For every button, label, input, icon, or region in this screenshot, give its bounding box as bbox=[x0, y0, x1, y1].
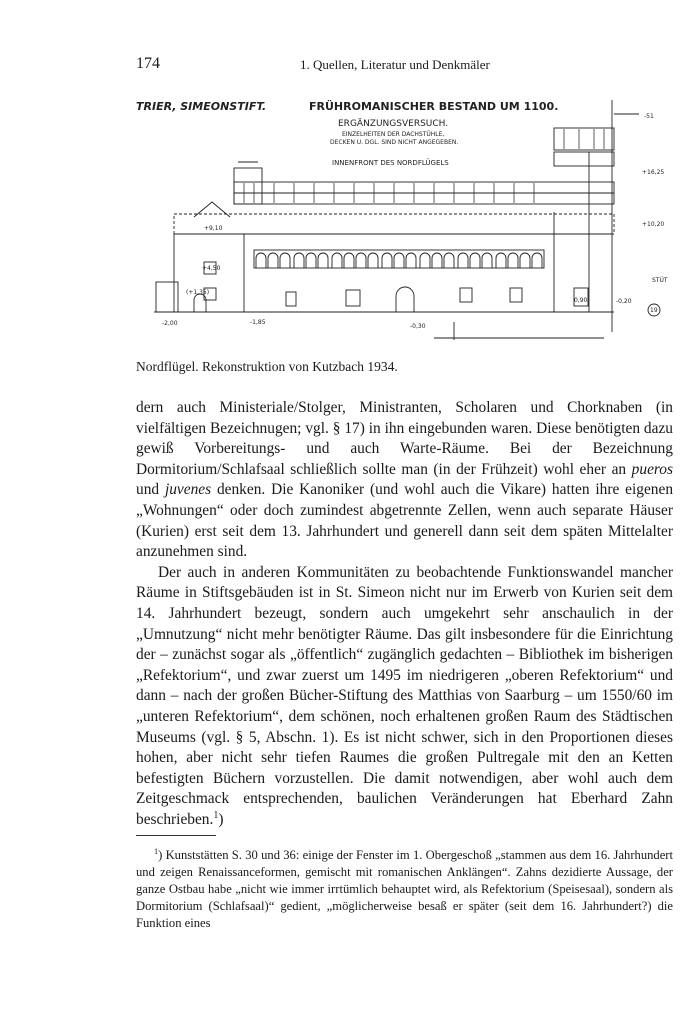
paragraph: Der auch in anderen Kommunitäten zu beobachtende Funktionswandel mancher Räume in Stiftsgebäuden ist in St. Simeon nicht nur im Erwerb von Kurien seit dem 14. Jahrhundert bezeugt, sondern auch umgekehrt sehr anschaulich in der „Umnutzung“ nicht mehr benötigter Räume. Das gilt insbesondere für die Einrichtung der – zunächst sogar als „öffentlich“ zugänglich gedachten – Bibliothek im bisherigen „Refektorium“, und zwar zuerst um 1495 im niedrigeren „oberen Refektorium“ und dann – nach der großen Bücher-Stiftung des Matthias von Saarburg – um 1550/60 im „unteren Refektorium“, dem schönen, noch erhaltenen großen Raum des Städtischen Museums (vgl. § 5, Abschn. 1). Es ist nicht schwer, sich in den Proportionen dieses hohen, aber nicht sehr tiefen Raumes die großen Pultregale mit den an Ketten befestigten Büchern vorzustellen. Die damit notwendigen, aber wohl auch dem Zeitgeschmack entsprechenden, baulichen Veränderungen hat Eberhard Zahn beschrieben.$^1$) bbox=[136, 563, 673, 828]
level-label: -0,30 bbox=[410, 323, 426, 330]
level-label: +4,50 bbox=[202, 265, 221, 272]
level-label: +10,20 bbox=[642, 221, 665, 228]
level-label: -1,85 bbox=[250, 319, 266, 326]
level-label: STÜT bbox=[652, 277, 668, 284]
level-label: +16,25 bbox=[642, 169, 665, 176]
level-label: (+1,35) bbox=[186, 289, 210, 296]
running-head: 1. Quellen, Literatur und Denkmäler bbox=[300, 57, 490, 72]
architectural-drawing bbox=[134, 92, 674, 357]
footnote-divider bbox=[136, 835, 216, 836]
footnote: $^1$) Kunststätten S. 30 und 36: einige der Fenster im 1. Obergeschoß „stammen aus dem 16. Jahrhundert und zeigen Renaissanceformen, gemischt mit romanischen Anklängen“. Zahns dezidierte Aussage, der ganze Ostbau habe „nicht wie immer irrtümlich behauptet wird, als Refektorium (Speisesaal), sondern als Dormitorium (Schlafsaal)“ gedient, „möglicherweise besaß er später (seit dem 16. Jahrhundert?) die Funktion eines bbox=[136, 846, 673, 930]
page-number: 174 bbox=[136, 55, 160, 72]
level-label: 0,90 bbox=[574, 297, 588, 304]
footnote-marker: 1 bbox=[154, 846, 159, 856]
figure-note-2: DECKEN U. DGL. SIND NICHT ANGEGEBEN. bbox=[330, 139, 459, 146]
level-label: 19 bbox=[650, 307, 658, 314]
paragraph: dern auch Ministeriale/Stolger, Ministranten, Scholaren und Chorknaben (in vielfältigen Bezeichnugen; vgl. § 17) in ihn eingebunden waren. Diese benötigten dazu gewiß Vorbereitungs- und auch Warte-Räume. Bei der Bezeichnung Dormitorium/Schlafsaal schließlich sollte man (in der Frühzeit) wohl eher an pueros und juvenes denken. Die Kanoniker (und wohl auch die Vikare) hatten ihre eigenen „Wohnungen“ oder doch zumindest abgetrennte Zellen, wenn auch separate Häuser (Kurien) erst seit dem 13. Jahrhundert und generell dann seit dem späten Mittelalter anzunehmen sind. bbox=[136, 399, 674, 561]
level-label: -0,20 bbox=[616, 298, 632, 305]
figure-note-1: EINZELHEITEN DER DACHSTÜHLE, bbox=[342, 131, 445, 138]
figure-caption: Nordflügel. Rekonstruktion von Kutzbach 1934. bbox=[136, 359, 398, 374]
figure-title-left: TRIER, SIMEONSTIFT. bbox=[136, 100, 267, 113]
body-text bbox=[136, 398, 673, 830]
level-label: +9,10 bbox=[204, 225, 223, 232]
level-label: -2,00 bbox=[162, 320, 178, 327]
footnote-ref[interactable]: 1 bbox=[213, 809, 219, 821]
level-label: -51 bbox=[644, 113, 654, 120]
figure-title-right: FRÜHROMANISCHER BESTAND UM 1100. bbox=[309, 100, 559, 113]
figure-subtitle: ERGÄNZUNGSVERSUCH. bbox=[338, 119, 449, 129]
figure-note-3: INNENFRONT DES NORDFLÜGELS bbox=[332, 159, 449, 167]
